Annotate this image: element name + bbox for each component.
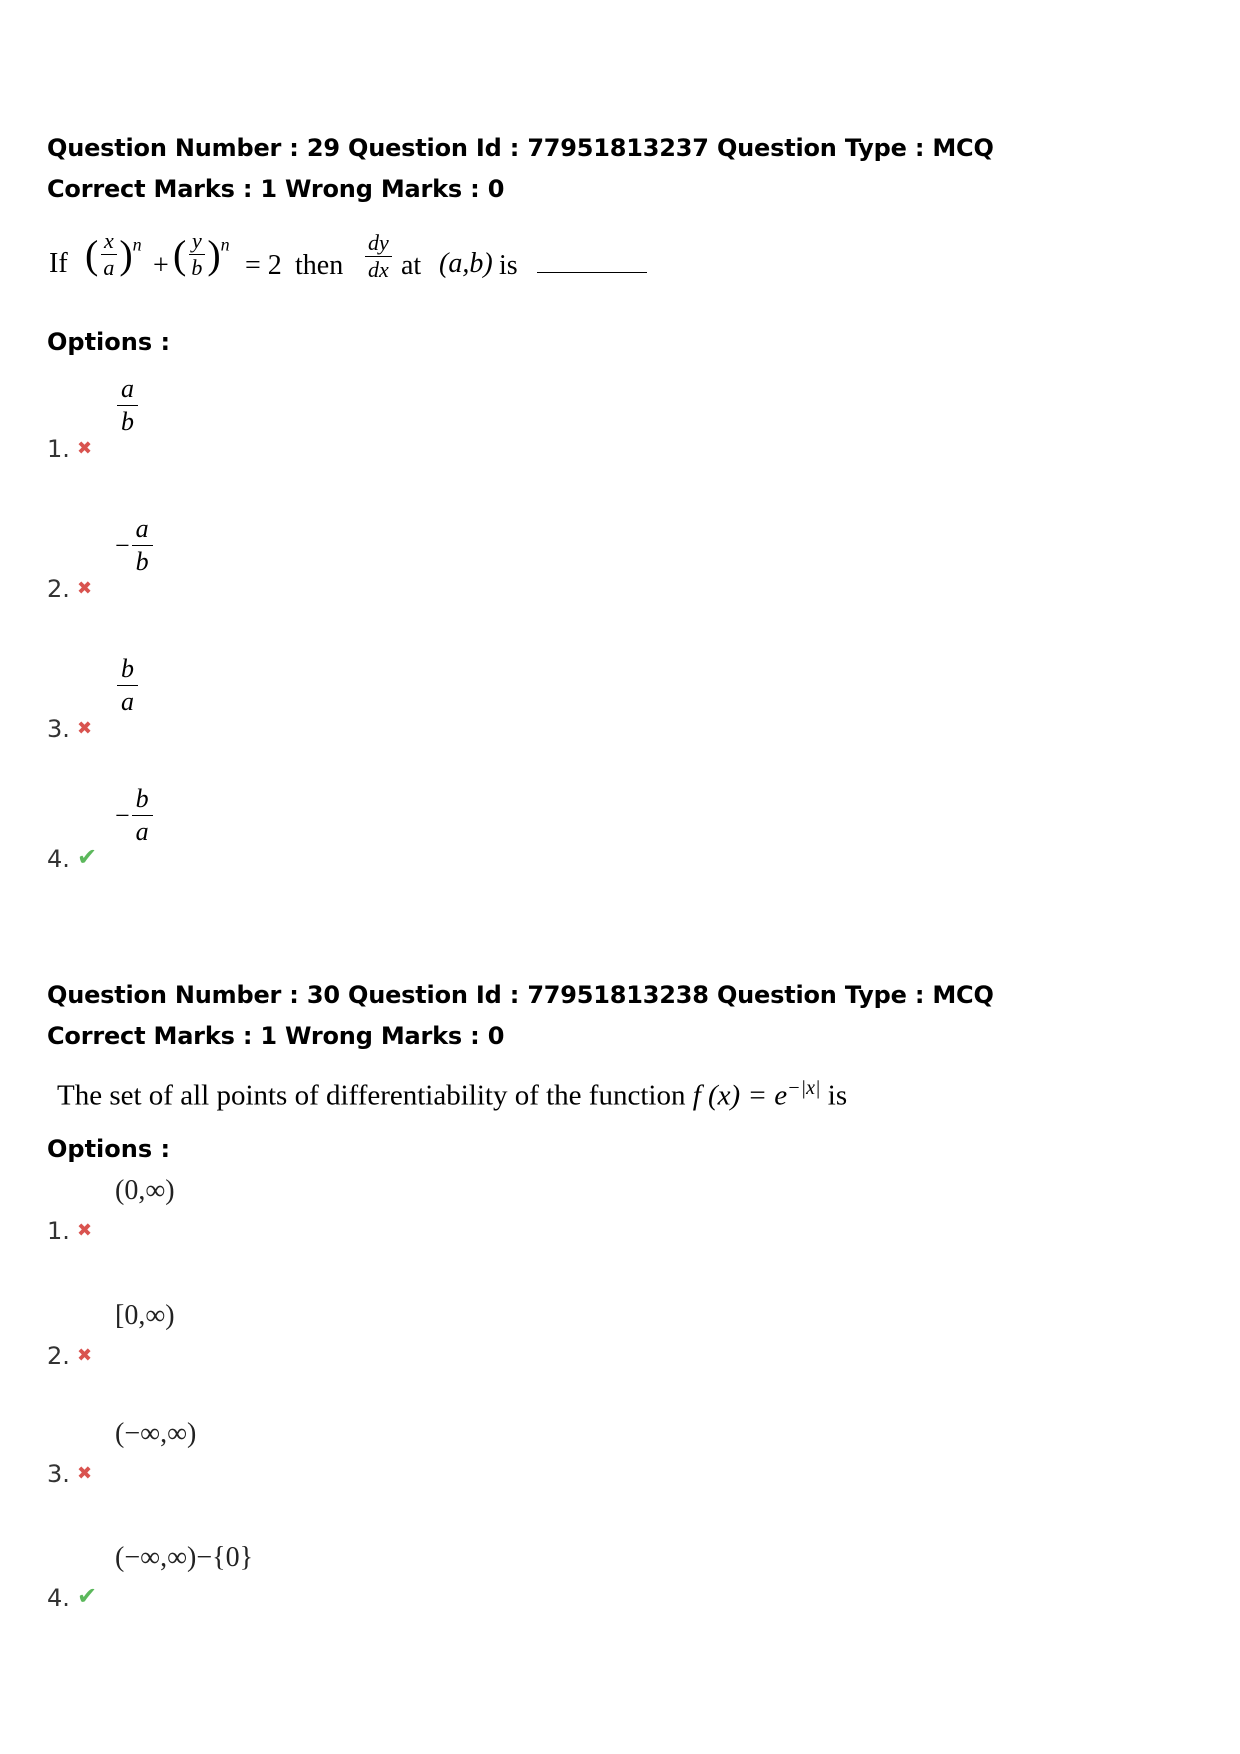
option-4[interactable] xyxy=(47,1542,447,1612)
option-number: 1. xyxy=(47,435,70,463)
option-math: − $\frac{b}{a}$ xyxy=(115,783,153,848)
stem-term-y: ( $\frac{y}{b}$ )$^n$ xyxy=(173,228,230,280)
options-label: Options : xyxy=(47,1135,171,1163)
option-math: $\frac{b}{a}$ xyxy=(115,653,138,718)
stem-plus: + xyxy=(153,250,169,281)
wrong-mark-icon: ✖ xyxy=(77,1220,93,1241)
wrong-mark-icon: ✖ xyxy=(77,438,93,459)
option-3[interactable] xyxy=(47,653,447,743)
stem-is: is xyxy=(499,250,518,281)
option-number: 2. xyxy=(47,1342,70,1370)
question-stem xyxy=(47,1077,1197,1113)
option-1[interactable] xyxy=(47,373,447,463)
question-30 xyxy=(47,975,1197,1612)
option-math: − $\frac{a}{b}$ xyxy=(115,513,153,578)
stem-at: at xyxy=(401,250,422,281)
stem-is: is xyxy=(827,1079,848,1112)
stem-point: (a,b) xyxy=(439,248,493,279)
option-number: 3. xyxy=(47,1460,70,1488)
wrong-mark-icon: ✖ xyxy=(77,1463,93,1484)
option-interval: (−∞,∞)−{0} xyxy=(115,1542,254,1573)
question-meta-line2: Correct Marks : 1 Wrong Marks : 0 xyxy=(47,175,505,203)
stem-term-x: ( $\frac{x}{a}$ )$^n$ xyxy=(85,228,142,280)
stem-derivative: $\frac{dy}{dx}$ xyxy=(365,230,392,283)
option-math: $\frac{a}{b}$ xyxy=(115,373,138,438)
wrong-mark-icon: ✖ xyxy=(77,1345,93,1366)
question-stem xyxy=(47,228,1197,318)
stem-function: f (x) = e xyxy=(692,1079,788,1112)
stem-exponent: −|x| xyxy=(787,1077,821,1099)
option-number: 4. xyxy=(47,845,70,873)
stem-if: If xyxy=(49,248,68,279)
question-meta-line1: Question Number : 30 Question Id : 77951813238 Question Type : MCQ xyxy=(47,981,994,1009)
option-4[interactable] xyxy=(47,783,447,873)
question-meta-line2: Correct Marks : 1 Wrong Marks : 0 xyxy=(47,1022,505,1050)
options-label: Options : xyxy=(47,328,171,356)
option-number: 4. xyxy=(47,1584,70,1612)
option-interval: (−∞,∞) xyxy=(115,1418,197,1449)
question-29 xyxy=(47,128,1197,873)
option-interval: (0,∞) xyxy=(115,1175,175,1206)
option-2[interactable] xyxy=(47,513,447,603)
option-number: 2. xyxy=(47,575,70,603)
stem-text: The set of all points of differentiability of the function xyxy=(57,1079,686,1112)
correct-mark-icon: ✔ xyxy=(77,843,98,871)
wrong-mark-icon: ✖ xyxy=(77,718,93,739)
option-number: 1. xyxy=(47,1217,70,1245)
option-1[interactable] xyxy=(47,1175,447,1245)
wrong-mark-icon: ✖ xyxy=(77,578,93,599)
option-number: 3. xyxy=(47,715,70,743)
answer-blank xyxy=(537,272,647,273)
option-interval: [0,∞) xyxy=(115,1300,175,1331)
question-meta-line1: Question Number : 29 Question Id : 77951813237 Question Type : MCQ xyxy=(47,134,994,162)
stem-equals: = 2 xyxy=(245,250,282,281)
stem-then: then xyxy=(295,250,344,281)
correct-mark-icon: ✔ xyxy=(77,1582,98,1610)
option-2[interactable] xyxy=(47,1300,447,1370)
option-3[interactable] xyxy=(47,1418,447,1488)
